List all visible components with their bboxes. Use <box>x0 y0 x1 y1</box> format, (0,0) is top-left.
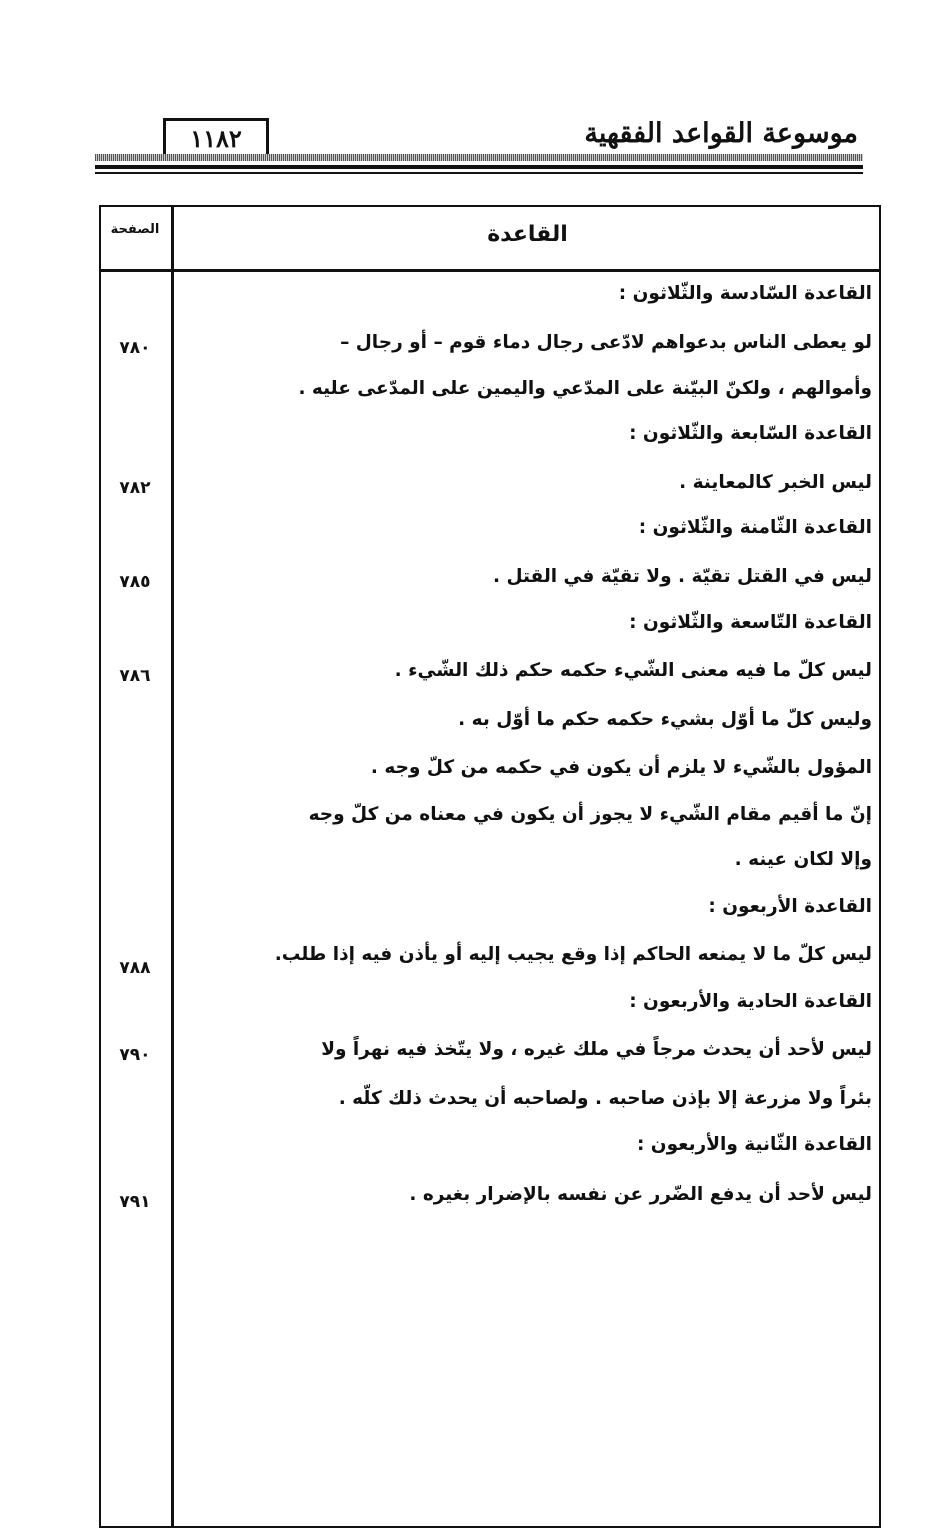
rule-heading: القاعدة الأربعون : <box>708 896 872 917</box>
rule-text: ليس لأحد أن يحدث مرجاً في ملك غيره ، ولا يتّخذ فيه نهراً ولا <box>321 1039 872 1060</box>
rule-heading: القاعدة السّابعة والثّلاثون : <box>629 423 872 444</box>
rule-text: المؤول بالشّيء لا يلزم أن يكون في حكمه من كلّ وجه . <box>370 757 872 778</box>
rule-text: بئراً ولا مزرعة إلا بإذن صاحبه . ولصاحبه أن يحدث ذلك كلّه . <box>338 1088 872 1109</box>
rule-text: ليس كلّ ما لا يمنعه الحاكم إذا وقع يجيب إليه أو يأذن فيه إذا طلب. <box>274 944 872 965</box>
rule-text: وليس كلّ ما أوّل بشيء حكمه حكم ما أوّل به . <box>458 709 872 730</box>
rule-text: ليس كلّ ما فيه معنى الشّيء حكمه حكم ذلك الشّيء . <box>394 660 872 681</box>
rule-text: ليس لأحد أن يدفع الضّرر عن نفسه بالإضرار بغيره . <box>409 1184 872 1205</box>
header-rule-thin <box>95 172 863 174</box>
rule-heading: القاعدة التّاسعة والثّلاثون : <box>629 612 872 633</box>
rule-text: ليس في القتل تقيّة . ولا تقيّة في القتل . <box>492 566 872 587</box>
column-header-rule: القاعدة <box>487 222 568 247</box>
page-ref: ٧٨٦ <box>119 666 151 686</box>
column-divider <box>171 205 174 1528</box>
book-title: موسوعة القواعد الفقهية <box>584 118 858 149</box>
page-ref: ٧٩١ <box>119 1192 151 1212</box>
rule-text: وإلا لكان عينه . <box>734 849 872 870</box>
rule-heading: القاعدة الثّامنة والثّلاثون : <box>638 517 872 538</box>
rule-text: ليس الخبر كالمعاينة . <box>679 472 872 493</box>
page-number: ١١٨٢ <box>163 118 269 158</box>
rule-heading: القاعدة الحادية والأربعون : <box>629 991 872 1012</box>
column-header-page: الصفحة <box>110 222 160 237</box>
header-rule-black <box>95 165 863 169</box>
header-rule-gray <box>95 154 863 161</box>
page-ref: ٧٨٥ <box>119 572 151 592</box>
table-header-divider <box>99 269 881 272</box>
page-ref: ٧٨٢ <box>119 478 151 498</box>
page-ref: ٧٨٠ <box>119 338 151 358</box>
page-ref: ٧٨٨ <box>119 958 151 978</box>
rule-text: لو يعطى الناس بدعواهم لادّعى رجال دماء قوم – أو رجال – <box>340 332 872 353</box>
page-ref: ٧٩٠ <box>119 1045 151 1065</box>
rule-text: إنّ ما أقيم مقام الشّيء لا يجوز أن يكون في معناه من كلّ وجه <box>308 804 872 825</box>
rule-text: وأموالهم ، ولكنّ البيّنة على المدّعي واليمين على المدّعى عليه . <box>298 378 872 399</box>
rule-heading: القاعدة السّادسة والثّلاثون : <box>618 283 872 304</box>
rule-heading: القاعدة الثّانية والأربعون : <box>636 1134 872 1155</box>
